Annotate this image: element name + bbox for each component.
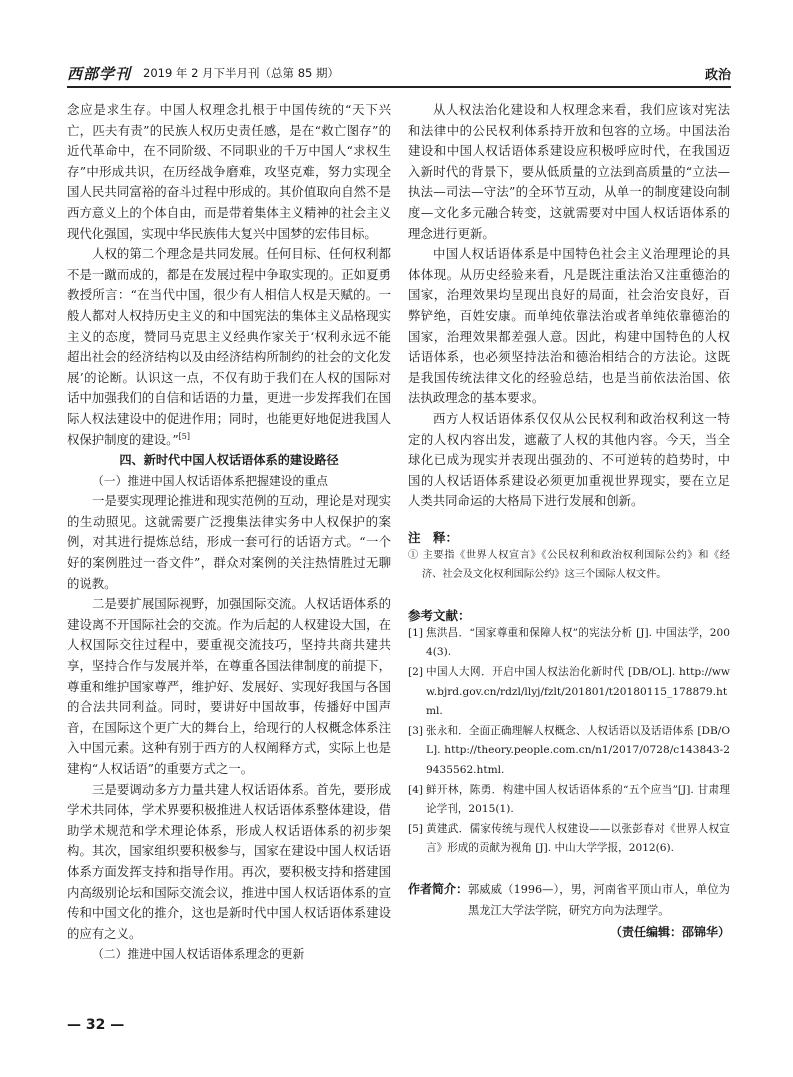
reference-item	[408, 820, 730, 859]
editor-credit: （责任编辑：邵锦华）	[609, 925, 730, 939]
header-rule	[67, 86, 731, 88]
reference-text: 鲜开林，陈勇．构建中国人权话语体系的“五个应当”[J]. 甘肃理论学刊，2015(1).	[426, 783, 730, 816]
reference-text: 焦洪昌．“国家尊重和保障人权”的宪法分析 [J]. 中国法学，2004(3).	[426, 626, 730, 659]
paragraph: 念应是求生存。中国人权理念扎根于中国传统的“天下兴亡，匹夫有责”的民族人权历史责任感，是在“救亡图存”的近代革命中，在不同阶级、不同职业的千万中国人“求权生存”中形成共识，在历经战争磨难，攻坚克难，努力实现全国人民共同富裕的奋斗过程中形成的。其价值取向自然不是西方意义上的个体自由，而是带着集体主义精神的社会主义现代化强国，实现中华民族伟大复兴中国梦的宏伟目标。	[67, 102, 391, 241]
paragraph: 二是要扩展国际视野，加强国际交流。人权话语体系的建设离不开国际社会的交流。作为后起的人权建设大国，在人权国际交往过程中，要重视交流技巧，坚持共商共建共享，坚持合作与发展并举，在尊重各国法律制度的前提下，尊重和维护国家尊严，维护好、发展好、实现好我国与各国的合法共同利益。同时，要讲好中国故事，传播好中国声音，在国际这个更广大的舞台上，给现行的人权概念体系注入中国元素。这种有别于西方的人权阐释方式，实际上也是建构“人权话语”的重要方式之一。	[67, 596, 391, 776]
author-label: 作者简介：	[408, 882, 469, 896]
section-heading: 四、新时代中国人权话语体系的建设路径	[119, 453, 339, 468]
subsection-heading: （一）推进中国人权话语体系把握建设的重点	[92, 473, 328, 488]
paragraph: 西方人权话语体系仅仅从公民权利和政治权利这一特定的人权内容出发，遮蔽了人权的其他内容。今天，当全球化已成为现实并表现出强劲的、不可逆转的趋势时，中国的人权话语体系建设必须更加重视世界现实，要在立足人类共同命运的大格局下进行发展和创新。	[408, 410, 730, 509]
reference-text: 中国人大网．开启中国人权法治化新时代 [DB/OL]. http://www.bjrd.gov.cn/rdzl/llyj/fzlt/201801/t20180115_178879.html.	[426, 666, 730, 718]
paragraph	[67, 244, 391, 450]
reference-list	[408, 624, 730, 859]
journal-name: 西部学刊	[67, 65, 132, 83]
reference-number: [3]	[408, 724, 424, 737]
issue-info: 2019 年 2 月下半月刊（总第 85 期）	[143, 66, 339, 80]
reference-number: [4]	[408, 783, 424, 796]
left-column	[67, 100, 391, 965]
subsection-heading: （二）推进中国人权话语体系理念的更新	[92, 947, 305, 962]
reference-number: [2]	[408, 666, 424, 679]
paragraph: 中国人权话语体系是中国特色社会主义治理理论的具体体现。从历史经验来看，凡是既注重法治又注重德治的国家，治理效果均呈现出良好的局面，社会治安良好，百弊铲绝，百姓安康。而单纯依靠法治或者单纯依靠德治的国家，治理效果都差强人意。因此，构建中国特色的人权话语体系，也必须坚持法治和德治相结合的方法论。这既是我国传统法律文化的经验总结，也是当前依法治国、依法执政理念的基本要求。	[408, 246, 730, 406]
page-number: — 32 —	[67, 1017, 125, 1033]
reference-item	[408, 722, 730, 781]
author-info	[408, 879, 730, 921]
right-column	[408, 100, 730, 943]
references-heading: 参考文献：	[408, 607, 471, 623]
notes-heading: 注 释：	[408, 529, 459, 545]
reference-text: 黄建武．儒家传统与现代人权建设——以张彭春对《世界人权宣言》形成的贡献为视角 [J]. 中山大学学报，2012(6).	[426, 822, 730, 855]
reference-item	[408, 781, 730, 820]
footnote: ① 主要指《世界人权宣言》《公民权利和政治权利国际公约》和《经济、社会及文化权利国际公约》这三个国际人权文件。	[408, 549, 730, 580]
section-label: 政治	[704, 68, 731, 83]
reference-text: 张永和．全面正确理解人权概念、人权话语以及话语体系 [DB/OL]. http://theory.people.com.cn/n1/2017/0728/c143843-29435562.html.	[426, 724, 730, 777]
paragraph: 一是要实现理论推进和现实范例的互动，理论是对现实的生动照见。这就需要广泛搜集法律实务中人权保护的案例，对其进行提炼总结，形成一套可行的话语方式。“一个好的案例胜过一沓文件”，群众对案例的关注热情胜过无聊的说教。	[67, 493, 391, 591]
author-text: 郭威威（1996—），男，河南省平顶山市人，单位为黑龙江大学法学院，研究方向为法理学。	[468, 883, 730, 917]
reference-number: [1]	[408, 626, 424, 639]
reference-item	[408, 663, 730, 722]
reference-item	[408, 624, 730, 663]
paragraph-text: 人权的第二个理念是共同发展。任何目标、任何权利都不是一蹴而成的，都是在发展过程中争取实现的。正如夏勇教授所言：“在当代中国，很少有人相信人权是天赋的。一般人都对人权持历史主义的和中国宪法的集体主义品格现实主义的态度，赞同马克思主义经典作家关于‘权利永远不能超出社会的经济结构以及由经济结构所制约的社会的文化发展’的论断。认识这一点，不仅有助于我们在人权的国际对话中加强我们的自信和话语的力量，更进一步发挥我们在国际人权法建设中的促进作用；同时，也能更好地促进我国人权保护制度的建设。”	[67, 246, 391, 447]
running-header	[67, 60, 731, 84]
reference-number: [5]	[408, 822, 424, 835]
citation-marker: [5]	[178, 431, 190, 441]
paragraph: 三是要调动多方力量共建人权话语体系。首先，要形成学术共同体，学术界要积极推进人权话语体系整体建设，借助学术规范和学术理论体系，形成人权话语体系的初步架构。其次，国家组织要积极参与，国家在建设中国人权话语体系方面发挥支持和指导作用。再次，要积极支持和搭建国内高级别论坛和国际交流会议，推进中国人权话语体系的宣传和中国文化的推介，这也是新时代中国人权话语体系建设的应有之义。	[67, 781, 391, 941]
paragraph: 从人权法治化建设和人权理念来看，我们应该对宪法和法律中的公民权利体系持开放和包容的立场。中国法治建设和中国人权话语体系建设应积极呼应时代，在我国迈入新时代的背景下，要从低质量的立法到高质量的“立法—执法—司法—守法”的全环节互动，从单一的制度建设向制度—文化多元融合转变，这就需要对中国人权话语体系的理念进行更新。	[408, 102, 730, 241]
